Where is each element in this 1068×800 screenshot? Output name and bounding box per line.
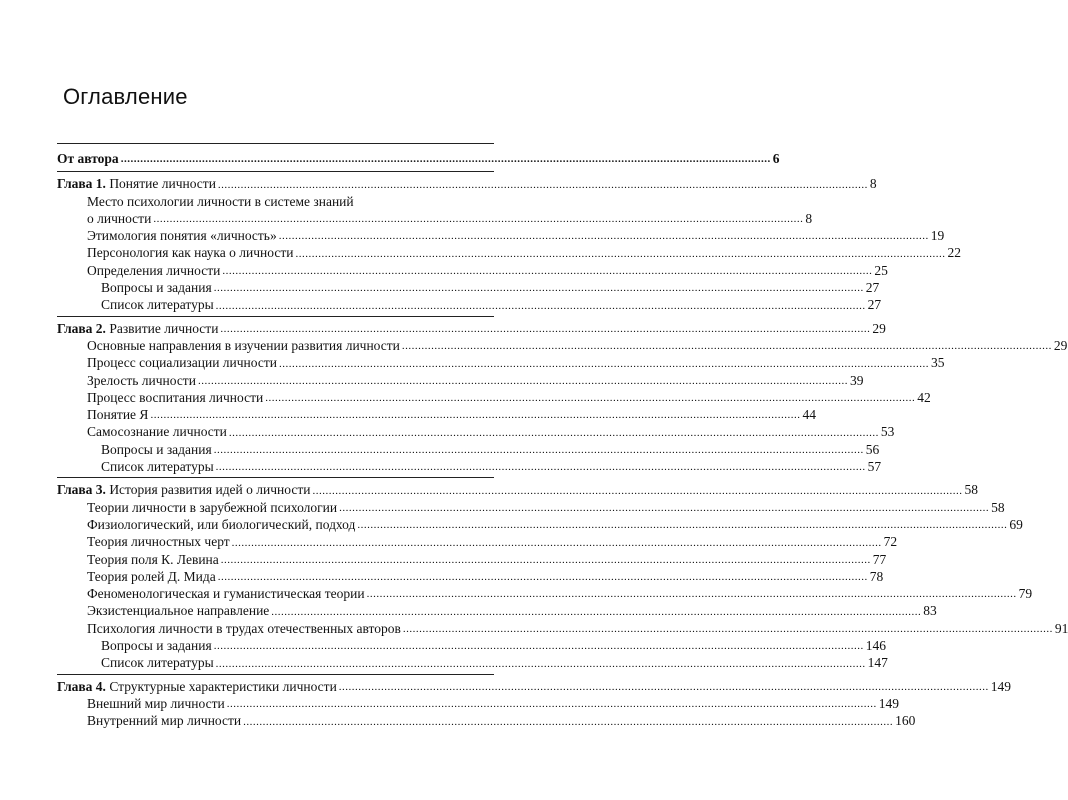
toc-entry-title: Зрелость личности xyxy=(87,372,196,388)
toc-entry-title: Экзистенциальное направление xyxy=(87,603,270,619)
toc-entry[interactable] xyxy=(57,620,1068,637)
toc-page-number: 39 xyxy=(849,372,864,388)
toc-entry-title: Вопросы и задания xyxy=(101,441,212,457)
toc-page-number: 42 xyxy=(917,389,931,405)
divider xyxy=(57,477,494,478)
toc-page-number: 29 xyxy=(1053,337,1068,353)
toc-page-number: 77 xyxy=(872,551,887,567)
chapter-title: История развития идей о личности xyxy=(109,482,311,498)
leader-dots: ........................................................................................................................................................................................................ xyxy=(295,247,946,260)
leader-dots: ........................................................................................................................................................................................................ xyxy=(312,484,963,497)
toc-entry[interactable] xyxy=(57,406,816,423)
toc-page-number: 160 xyxy=(895,713,916,729)
toc-page-number: 44 xyxy=(802,407,816,423)
leader-dots: ........................................................................................................................................................................................................ xyxy=(357,519,1008,532)
toc-entry-title: От автора xyxy=(57,151,119,166)
leader-dots: ........................................................................................................................................................................................................ xyxy=(338,680,989,693)
toc-page-number: 83 xyxy=(923,603,937,619)
toc-entry[interactable] xyxy=(57,551,887,568)
divider xyxy=(57,171,494,172)
leader-dots: ........................................................................................................................................................................................................ xyxy=(366,588,1017,601)
table-of-contents xyxy=(57,143,1068,730)
toc-chapter-2[interactable] xyxy=(57,320,886,337)
toc-entry[interactable] xyxy=(57,712,916,729)
toc-entry-title: Внутренний мир личности xyxy=(87,713,242,729)
divider xyxy=(57,143,494,144)
toc-page-number: 19 xyxy=(930,228,945,244)
chapter-title: Структурные характеристики личности xyxy=(109,678,337,694)
leader-dots: ........................................................................................................................................................................................................ xyxy=(278,230,929,243)
toc-subentry[interactable] xyxy=(57,441,880,458)
toc-entry[interactable] xyxy=(57,499,1005,516)
toc-entry-title: Персонология как наука о личности xyxy=(87,245,294,261)
toc-entry-title: о личности xyxy=(87,210,152,226)
toc-entry[interactable] xyxy=(57,533,898,550)
page-title: Оглавление xyxy=(63,84,188,109)
leader-dots: ........................................................................................................................................................................................................ xyxy=(215,299,866,312)
toc-page-number: 57 xyxy=(867,459,882,475)
toc-subentry[interactable] xyxy=(57,458,882,475)
toc-page-number: 147 xyxy=(867,655,888,671)
toc-page-number: 58 xyxy=(964,482,978,498)
toc-entry-title: Вопросы и задания xyxy=(101,280,212,296)
toc-entry-title: Этимология понятия «личность» xyxy=(87,228,277,244)
toc-page-number: 35 xyxy=(930,355,945,371)
toc-subentry[interactable] xyxy=(57,296,882,313)
toc-entry-line[interactable]: Место психологии личности в системе знаний xyxy=(87,193,354,209)
toc-page-number: 91 xyxy=(1054,620,1068,636)
toc-subentry[interactable] xyxy=(57,654,888,671)
leader-dots: ........................................................................................................................................................................................................ xyxy=(213,282,864,295)
leader-dots: ........................................................................................................................................................................................................ xyxy=(231,536,882,549)
toc-entry-title: Теория поля К. Левина xyxy=(87,551,219,567)
toc-page-number: 29 xyxy=(872,320,886,336)
toc-entry-title: Основные направления в изучении развития личности xyxy=(87,337,400,353)
toc-page-number: 72 xyxy=(883,534,898,550)
toc-page-number: 8 xyxy=(869,176,877,192)
leader-dots: ........................................................................................................................................................................................................ xyxy=(226,698,877,711)
toc-page-number: 58 xyxy=(991,499,1005,515)
toc-entry-title: Вопросы и задания xyxy=(101,638,212,654)
toc-entry[interactable] xyxy=(57,262,888,279)
toc-subentry[interactable] xyxy=(57,279,880,296)
toc-entry-from-author[interactable] xyxy=(57,150,780,167)
toc-entry[interactable] xyxy=(57,568,884,585)
chapter-title: Развитие личности xyxy=(109,320,219,336)
toc-page-number: 53 xyxy=(880,424,895,440)
toc-page-number: 146 xyxy=(865,638,886,654)
toc-page-number: 56 xyxy=(865,441,880,457)
toc-entry-title: Феноменологическая и гуманистическая теории xyxy=(87,586,365,602)
toc-entry[interactable] xyxy=(57,602,937,619)
leader-dots: ........................................................................................................................................................................................................ xyxy=(402,623,1053,636)
toc-entry[interactable] xyxy=(57,585,1033,602)
toc-entry-title: Процесс воспитания личности xyxy=(87,389,264,405)
toc-entry[interactable] xyxy=(57,337,1068,354)
toc-entry-title: Теория личностных черт xyxy=(87,534,230,550)
toc-page-number: 149 xyxy=(990,678,1012,694)
toc-entry[interactable] xyxy=(57,227,945,244)
toc-entry-title: Самосознание личности xyxy=(87,424,227,440)
toc-chapter-3[interactable] xyxy=(57,481,978,498)
chapter-label: Глава 1. xyxy=(57,176,106,192)
toc-page-number: 149 xyxy=(878,695,899,711)
toc-entry[interactable] xyxy=(57,516,1023,533)
leader-dots: ........................................................................................................................................................................................................ xyxy=(217,571,868,584)
leader-dots: ........................................................................................................................................................................................................ xyxy=(217,178,868,191)
leader-dots: ........................................................................................................................................................................................................ xyxy=(220,322,871,335)
leader-dots: ........................................................................................................................................................................................................ xyxy=(228,426,879,439)
leader-dots: ........................................................................................................................................................................................................ xyxy=(265,392,916,405)
toc-entry-title: Определения личности xyxy=(87,262,221,278)
toc-entry-title: Список литературы xyxy=(101,655,214,671)
toc-chapter-4[interactable] xyxy=(57,678,1012,695)
leader-dots: ........................................................................................................................................................................................................ xyxy=(278,357,929,370)
toc-page-number: 79 xyxy=(1018,586,1033,602)
toc-entry-title: Процесс социализации личности xyxy=(87,355,277,371)
chapter-label: Глава 3. xyxy=(57,482,106,498)
leader-dots: ........................................................................................................................................................................................................ xyxy=(197,374,848,387)
toc-entry-title: Физиологический, или биологический, подход xyxy=(87,516,356,532)
toc-page-number: 69 xyxy=(1009,516,1023,532)
chapter-label: Глава 2. xyxy=(57,320,106,336)
toc-entry-title: Список литературы xyxy=(101,297,214,313)
leader-dots: ........................................................................................................................................................................................................ xyxy=(339,501,990,514)
toc-chapter-1[interactable] xyxy=(57,175,877,192)
toc-entry[interactable] xyxy=(57,389,931,406)
toc-page-number: 27 xyxy=(865,280,880,296)
leader-dots: ........................................................................................................................................................................................................ xyxy=(120,153,771,166)
leader-dots: ........................................................................................................................................................................................................ xyxy=(215,461,866,474)
toc-entry[interactable] xyxy=(57,423,895,440)
leader-dots: ........................................................................................................................................................................................................ xyxy=(401,340,1052,353)
toc-entry-title: Теории личности в зарубежной психологии xyxy=(87,499,338,515)
divider xyxy=(57,674,494,675)
leader-dots: ........................................................................................................................................................................................................ xyxy=(213,640,864,653)
leader-dots: ........................................................................................................................................................................................................ xyxy=(243,715,894,728)
toc-entry[interactable] xyxy=(57,695,899,712)
divider xyxy=(57,316,494,317)
leader-dots: ........................................................................................................................................................................................................ xyxy=(215,657,866,670)
leader-dots: ........................................................................................................................................................................................................ xyxy=(220,553,871,566)
toc-entry-title: Психология личности в трудах отечественных авторов xyxy=(87,620,401,636)
toc-entry[interactable] xyxy=(57,244,961,261)
toc-page-number: 27 xyxy=(867,297,882,313)
leader-dots: ........................................................................................................................................................................................................ xyxy=(150,409,801,422)
toc-entry[interactable] xyxy=(57,372,864,389)
chapter-title: Понятие личности xyxy=(109,176,216,192)
toc-entry[interactable] xyxy=(57,210,813,227)
leader-dots: ........................................................................................................................................................................................................ xyxy=(153,213,804,226)
toc-page-number: 6 xyxy=(772,151,780,166)
toc-page-number: 8 xyxy=(805,210,813,226)
leader-dots: ........................................................................................................................................................................................................ xyxy=(271,605,922,618)
chapter-label: Глава 4. xyxy=(57,678,106,694)
toc-page-number: 78 xyxy=(869,568,884,584)
toc-page-number: 22 xyxy=(947,245,961,261)
leader-dots: ........................................................................................................................................................................................................ xyxy=(222,265,873,278)
toc-entry-title: Список литературы xyxy=(101,459,214,475)
toc-entry-title: Теория ролей Д. Мида xyxy=(87,568,216,584)
toc-page-number: 25 xyxy=(874,262,888,278)
toc-entry-title: Понятие Я xyxy=(87,407,149,423)
leader-dots: ........................................................................................................................................................................................................ xyxy=(213,444,864,457)
toc-entry[interactable] xyxy=(57,354,945,371)
toc-subentry[interactable] xyxy=(57,637,886,654)
toc-entry-title: Внешний мир личности xyxy=(87,695,225,711)
